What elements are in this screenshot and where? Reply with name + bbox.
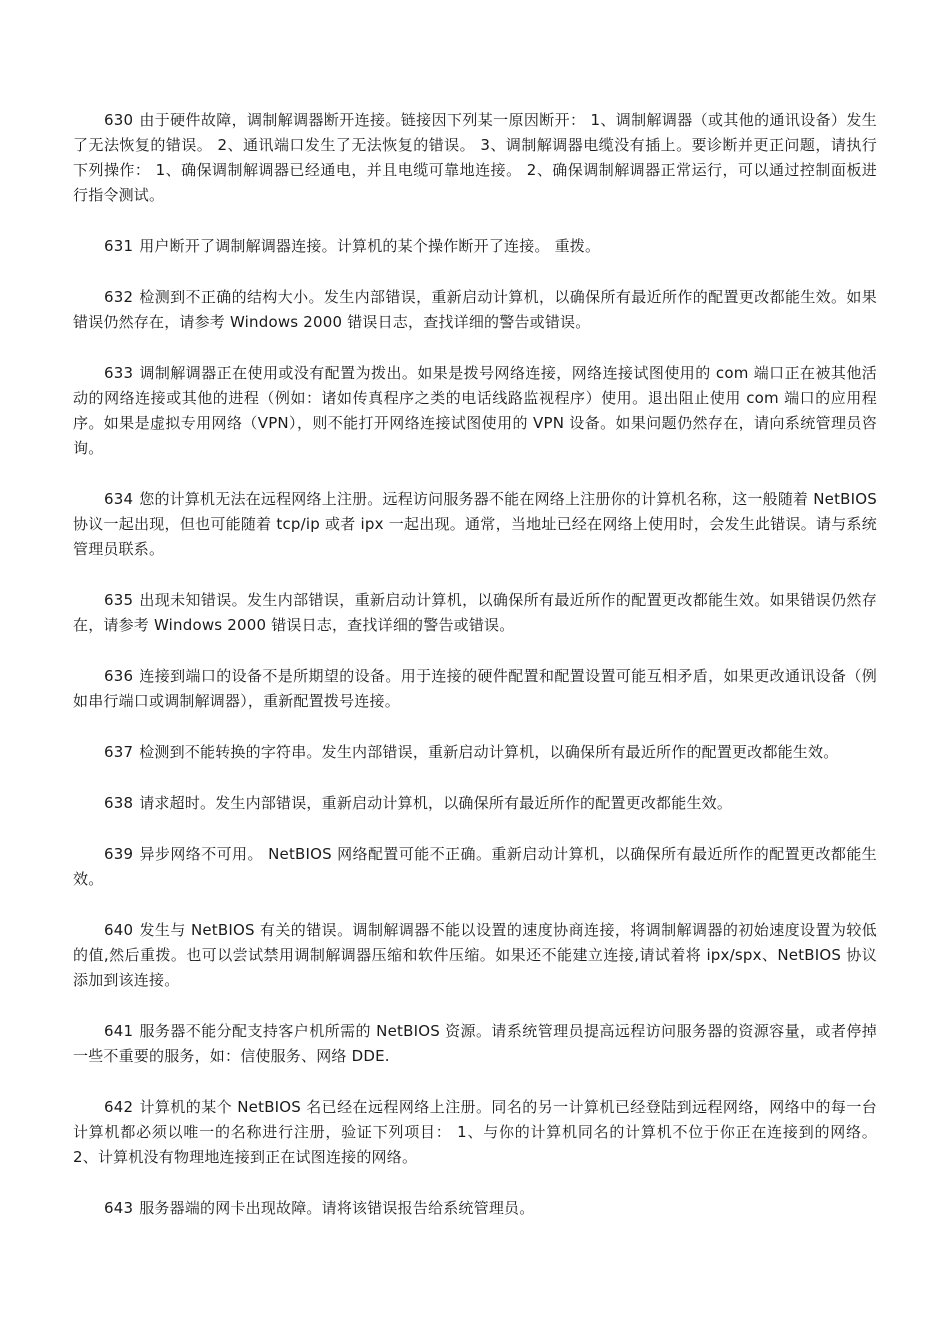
error-code: 642 [104,1098,134,1116]
error-description: 异步网络不可用。 NetBIOS 网络配置可能不正确。重新启动计算机，以确保所有最近所作的配置更改都能生效。 [73,845,877,888]
error-code: 636 [104,667,134,685]
error-description: 请求超时。发生内部错误，重新启动计算机，以确保所有最近所作的配置更改都能生效。 [139,794,733,812]
error-description: 用户断开了调制解调器连接。计算机的某个操作断开了连接。 重拨。 [139,237,601,255]
error-code: 637 [104,743,134,761]
error-entry-638 [73,791,877,816]
error-description: 出现未知错误。发生内部错误，重新启动计算机，以确保所有最近所作的配置更改都能生效。如果错误仍然存在，请参考 Windows 2000 错误日志，查找详细的警告或错误。 [73,591,877,634]
error-description: 由于硬件故障，调制解调器断开连接。链接因下列某一原因断开： 1、调制解调器（或其他的通讯设备）发生了无法恢复的错误。 2、通讯端口发生了无法恢复的错误。 3、调制解调器电缆没有插上。要诊断并更正问题，请执行下列操作： 1、确保调制解调器已经通电，并且电缆可靠地连接。 2、确保调制解调器正常运行，可以通过控制面板进行指令测试。 [73,111,877,204]
error-entry-640 [73,918,877,993]
error-code: 633 [104,364,134,382]
error-code: 639 [104,845,134,863]
error-entry-634 [73,487,877,562]
error-code: 634 [104,490,134,508]
error-entry-641 [73,1019,877,1069]
error-entry-637 [73,740,877,765]
error-description: 调制解调器正在使用或没有配置为拨出。如果是拨号网络连接，网络连接试图使用的 com 端口正在被其他活动的网络连接或其他的进程（例如：诸如传真程序之类的电话线路监视程序）使用。退出阻止使用 com 端口的应用程序。如果是虚拟专用网络（VPN），则不能打开网络连接试图使用的 VPN 设备。如果问题仍然存在，请向系统管理员咨询。 [73,364,877,457]
error-code: 641 [104,1022,134,1040]
error-entry-635 [73,588,877,638]
error-code-list [73,108,877,1247]
error-description: 计算机的某个 NetBIOS 名已经在远程网络上注册。同名的另一计算机已经登陆到远程网络，网络中的每一台计算机都必须以唯一的名称进行注册，验证下列项目： 1、与你的计算机同名的计算机不位于你正在连接到的网络。 2、计算机没有物理地连接到正在试图连接的网络。 [73,1098,877,1166]
error-entry-643 [73,1196,877,1221]
error-entry-630 [73,108,877,208]
error-description: 您的计算机无法在远程网络上注册。远程访问服务器不能在网络上注册你的计算机名称，这一般随着 NetBIOS 协议一起出现，但也可能随着 tcp/ip 或者 ipx 一起出现。通常，当地址已经在网络上使用时，会发生此错误。请与系统管理员联系。 [73,490,877,558]
error-entry-639 [73,842,877,892]
error-entry-636 [73,664,877,714]
error-code: 638 [104,794,134,812]
error-code: 640 [104,921,134,939]
error-description: 连接到端口的设备不是所期望的设备。用于连接的硬件配置和配置设置可能互相矛盾，如果更改通讯设备（例如串行端口或调制解调器），重新配置拨号连接。 [73,667,877,710]
error-entry-631 [73,234,877,259]
error-entry-633 [73,361,877,461]
error-code: 631 [104,237,134,255]
error-description: 检测到不正确的结构大小。发生内部错误，重新启动计算机，以确保所有最近所作的配置更改都能生效。如果错误仍然存在，请参考 Windows 2000 错误日志，查找详细的警告或错误。 [73,288,877,331]
error-code: 635 [104,591,134,609]
error-description: 服务器端的网卡出现故障。请将该错误报告给系统管理员。 [139,1199,535,1217]
error-code: 632 [104,288,134,306]
error-code: 630 [104,111,134,129]
error-description: 服务器不能分配支持客户机所需的 NetBIOS 资源。请系统管理员提高远程访问服务器的资源容量，或者停掉一些不重要的服务，如：信使服务、网络 DDE. [73,1022,877,1065]
error-entry-642 [73,1095,877,1170]
error-code: 643 [104,1199,134,1217]
error-entry-632 [73,285,877,335]
error-description: 发生与 NetBIOS 有关的错误。调制解调器不能以设置的速度协商连接，将调制解调器的初始速度设置为较低的值,然后重拨。也可以尝试禁用调制解调器压缩和软件压缩。如果还不能建立连接,请试着将 ipx/spx、NetBIOS 协议添加到该连接。 [73,921,877,989]
error-description: 检测到不能转换的字符串。发生内部错误，重新启动计算机，以确保所有最近所作的配置更改都能生效。 [139,743,839,761]
